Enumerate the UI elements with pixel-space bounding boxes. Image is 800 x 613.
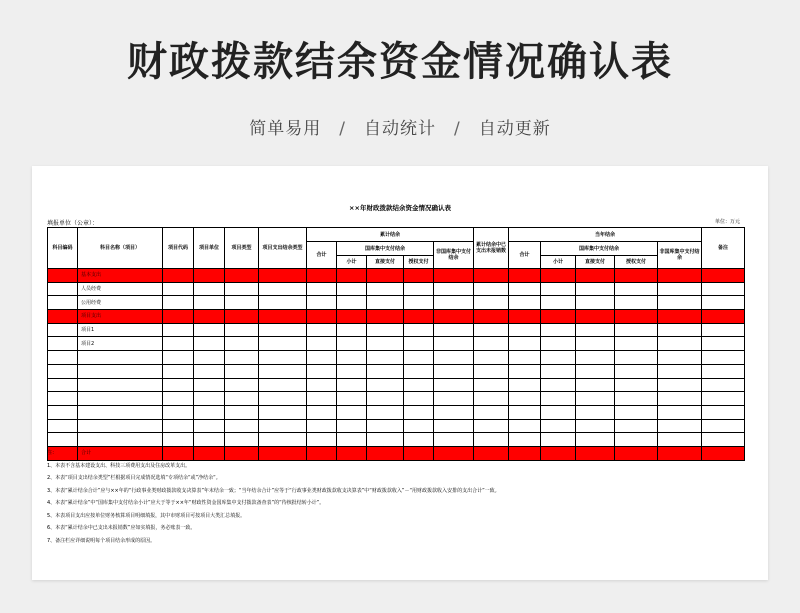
table-cell[interactable]	[434, 405, 474, 419]
table-cell[interactable]	[225, 310, 259, 324]
table-cell[interactable]	[259, 351, 307, 365]
col-cum-non-treasury: 非国库集中支付结余	[434, 242, 474, 269]
table-cell[interactable]	[259, 296, 307, 310]
table-cell[interactable]	[541, 405, 576, 419]
table-cell[interactable]	[48, 323, 78, 337]
col-cumulative-unreported: 累计结余中已支出未报销数	[474, 228, 509, 269]
table-cell[interactable]	[434, 269, 474, 283]
table-cell[interactable]	[434, 419, 474, 433]
table-cell[interactable]	[194, 269, 225, 283]
table-cell[interactable]	[576, 310, 615, 324]
col-project-type: 项目类型	[225, 228, 259, 269]
col-project-code: 项目代码	[163, 228, 194, 269]
note-line: 1、本表不含基本建设支出、科技三项费用支出及住房改革支出。	[47, 462, 191, 469]
table-cell[interactable]	[509, 337, 541, 351]
table-cell[interactable]	[658, 433, 702, 447]
note-line: 7、备注栏应详细说明每个项目结余形成的原因。	[47, 537, 156, 544]
table-cell[interactable]	[474, 323, 509, 337]
table-cell[interactable]	[474, 269, 509, 283]
table-cell[interactable]	[509, 323, 541, 337]
table-cell[interactable]	[367, 337, 404, 351]
table-cell[interactable]	[541, 310, 576, 324]
table-cell[interactable]	[225, 378, 259, 392]
table-cell[interactable]	[194, 392, 225, 406]
table-cell[interactable]	[474, 310, 509, 324]
table-cell[interactable]	[48, 405, 78, 419]
table-cell[interactable]	[434, 310, 474, 324]
table-cell[interactable]	[307, 296, 337, 310]
table-row	[48, 378, 745, 392]
col-cum-authorized: 授权支付	[404, 256, 434, 269]
table-cell[interactable]	[48, 269, 78, 283]
table-cell[interactable]	[194, 433, 225, 447]
table-cell[interactable]	[702, 419, 745, 433]
row-name-cell[interactable]	[78, 433, 163, 447]
table-cell[interactable]	[404, 323, 434, 337]
table-cell[interactable]	[702, 433, 745, 447]
table-cell[interactable]	[163, 378, 194, 392]
table-cell[interactable]	[474, 337, 509, 351]
subtitle-item-update: 自动更新	[478, 119, 551, 139]
subtitle-item-easy: 简单易用	[249, 119, 322, 139]
table-cell[interactable]	[225, 269, 259, 283]
table-cell[interactable]	[702, 296, 745, 310]
row-name-cell[interactable]	[78, 392, 163, 406]
table-row	[48, 392, 745, 406]
table-cell[interactable]	[509, 378, 541, 392]
table-cell[interactable]	[225, 296, 259, 310]
table-cell[interactable]	[615, 323, 658, 337]
table-cell[interactable]	[434, 282, 474, 296]
table-cell[interactable]	[541, 392, 576, 406]
table-cell[interactable]	[163, 419, 194, 433]
table-cell[interactable]	[48, 378, 78, 392]
table-cell[interactable]	[48, 296, 78, 310]
page-title: 财政拨款结余资金情况确认表	[127, 39, 673, 85]
table-cell[interactable]	[307, 392, 337, 406]
table-cell[interactable]	[658, 378, 702, 392]
table-cell[interactable]	[337, 296, 367, 310]
table-cell[interactable]	[615, 337, 658, 351]
table-cell[interactable]	[576, 282, 615, 296]
table-cell[interactable]	[434, 392, 474, 406]
table-cell[interactable]	[509, 296, 541, 310]
table-cell[interactable]	[702, 405, 745, 419]
table-cell[interactable]	[307, 310, 337, 324]
table-cell[interactable]	[576, 323, 615, 337]
table-row	[48, 351, 745, 365]
table-cell[interactable]	[307, 269, 337, 283]
table-cell[interactable]	[615, 378, 658, 392]
col-cum-direct: 直接支付	[367, 256, 404, 269]
table-cell[interactable]	[509, 269, 541, 283]
table-cell[interactable]	[509, 392, 541, 406]
table-row	[48, 433, 745, 447]
table-cell[interactable]	[615, 405, 658, 419]
table-cell[interactable]	[576, 351, 615, 365]
table-cell[interactable]	[474, 296, 509, 310]
table-cell[interactable]	[225, 419, 259, 433]
table-cell[interactable]	[474, 392, 509, 406]
row-name-cell[interactable]: 项目2	[78, 337, 163, 351]
col-subject-name: 科目名称（项目）	[78, 228, 163, 269]
table-cell[interactable]	[367, 351, 404, 365]
table-cell[interactable]	[541, 296, 576, 310]
table-cell[interactable]	[615, 433, 658, 447]
subtitle-item-stats: 自动统计	[364, 119, 436, 139]
table-cell[interactable]	[541, 337, 576, 351]
table-cell[interactable]	[259, 378, 307, 392]
table-cell[interactable]	[48, 419, 78, 433]
table-row	[48, 337, 745, 351]
table-cell[interactable]	[702, 323, 745, 337]
table-cell[interactable]	[225, 433, 259, 447]
table-cell[interactable]	[259, 282, 307, 296]
row-name-cell[interactable]: 公用经费	[78, 296, 163, 310]
row-name-cell[interactable]: 人员经费	[78, 282, 163, 296]
row-name-cell[interactable]	[78, 364, 163, 378]
table-cell[interactable]	[194, 405, 225, 419]
row-name-cell[interactable]: 项目支出	[78, 310, 163, 324]
table-cell[interactable]	[404, 351, 434, 365]
table-cell[interactable]	[576, 378, 615, 392]
col-cum-treasury: 国库集中支付结余	[337, 242, 434, 256]
table-cell[interactable]	[163, 310, 194, 324]
table-cell[interactable]	[163, 351, 194, 365]
table-cell[interactable]	[509, 364, 541, 378]
table-cell[interactable]	[434, 378, 474, 392]
table-cell[interactable]	[194, 282, 225, 296]
table-cell[interactable]	[337, 269, 367, 283]
note-line: 3、本表“累计结余合计”应与××年的“行政事业类财政拨款收支决算表”年末结余一致；“当年结余合计”应等于“行政事业类财政拨款收支决算表”中“财政拨款收入”－“用财政拨款收入安排的支出合计”一致。	[47, 487, 500, 494]
table-cell[interactable]	[404, 337, 434, 351]
table-body	[48, 269, 745, 461]
table-cell[interactable]	[541, 282, 576, 296]
col-remark: 备注	[702, 228, 745, 269]
table-cell[interactable]	[259, 405, 307, 419]
table-cell[interactable]	[337, 378, 367, 392]
table-cell[interactable]	[658, 310, 702, 324]
table-cell[interactable]	[576, 269, 615, 283]
table-cell[interactable]	[702, 351, 745, 365]
row-name-cell[interactable]: 项目1	[78, 323, 163, 337]
table-cell[interactable]	[367, 296, 404, 310]
table-cell[interactable]	[615, 392, 658, 406]
col-subject-code: 科目编码	[48, 228, 78, 269]
row-name-cell[interactable]	[78, 405, 163, 419]
table-cell[interactable]	[367, 323, 404, 337]
table-cell[interactable]	[404, 433, 434, 447]
table-cell[interactable]	[337, 405, 367, 419]
table-cell[interactable]	[658, 392, 702, 406]
table-cell[interactable]	[404, 405, 434, 419]
note-line: 5、本表项目支出应按单位财务核算项目明细填报，其中市财项目可按项目大类汇总填报。	[47, 512, 246, 519]
table-cell[interactable]	[194, 378, 225, 392]
notes-section	[47, 447, 747, 547]
table-cell[interactable]	[404, 364, 434, 378]
table-cell[interactable]	[702, 364, 745, 378]
fill-unit-label: 填报单位（公章）：	[47, 220, 99, 227]
table-cell[interactable]	[702, 269, 745, 283]
table-cell[interactable]	[404, 419, 434, 433]
table-cell[interactable]	[367, 364, 404, 378]
table-cell[interactable]	[48, 310, 78, 324]
table-cell[interactable]	[307, 419, 337, 433]
col-cur-subtotal: 小计	[541, 256, 576, 269]
note-line: 4、本表“累计结余”中“国库集中支付结余小计”应大于等于××年“财政性资金国库集中支付拨款备查表”的“待核批结转小计”。	[47, 500, 325, 506]
table-cell[interactable]	[404, 282, 434, 296]
table-cell[interactable]	[615, 296, 658, 310]
table-cell[interactable]	[509, 433, 541, 447]
table-cell[interactable]	[474, 378, 509, 392]
table-cell[interactable]	[225, 405, 259, 419]
table-cell[interactable]	[658, 364, 702, 378]
table-row	[48, 364, 745, 378]
table-cell[interactable]	[367, 419, 404, 433]
table-cell[interactable]	[307, 282, 337, 296]
col-cur-direct: 直接支付	[576, 256, 615, 269]
table-cell[interactable]	[48, 282, 78, 296]
table-cell[interactable]	[541, 433, 576, 447]
table-cell[interactable]	[225, 337, 259, 351]
table-cell[interactable]	[702, 310, 745, 324]
table-cell[interactable]	[576, 337, 615, 351]
table-cell[interactable]	[367, 405, 404, 419]
table-cell[interactable]	[48, 337, 78, 351]
table-cell[interactable]	[367, 433, 404, 447]
table-cell[interactable]	[702, 337, 745, 351]
table-cell[interactable]	[48, 392, 78, 406]
table-cell[interactable]	[576, 433, 615, 447]
table-cell[interactable]	[194, 323, 225, 337]
table-cell[interactable]	[658, 351, 702, 365]
table-cell[interactable]	[225, 351, 259, 365]
table-cell[interactable]	[434, 433, 474, 447]
table-cell[interactable]	[337, 323, 367, 337]
table-cell[interactable]	[194, 351, 225, 365]
table-cell[interactable]	[337, 392, 367, 406]
table-cell[interactable]	[615, 351, 658, 365]
table-cell[interactable]	[337, 364, 367, 378]
table-cell[interactable]	[658, 337, 702, 351]
table-cell[interactable]	[658, 282, 702, 296]
table-cell[interactable]	[702, 392, 745, 406]
table-cell[interactable]	[702, 282, 745, 296]
table-cell[interactable]	[434, 337, 474, 351]
table-row	[48, 323, 745, 337]
table-cell[interactable]	[404, 378, 434, 392]
table-cell[interactable]	[367, 392, 404, 406]
table-cell[interactable]	[474, 364, 509, 378]
table-cell[interactable]	[404, 392, 434, 406]
row-name-cell[interactable]: 合计	[78, 446, 163, 460]
subtitle-separator: /	[339, 119, 346, 139]
table-cell[interactable]	[404, 296, 434, 310]
table-cell[interactable]	[615, 310, 658, 324]
col-group-cumulative: 累计结余	[307, 228, 474, 242]
col-cur-treasury: 国库集中支付结余	[541, 242, 658, 256]
table-cell[interactable]	[307, 337, 337, 351]
table-cell[interactable]	[259, 364, 307, 378]
table-cell[interactable]	[658, 405, 702, 419]
table-cell[interactable]	[541, 351, 576, 365]
note-line: 注：	[47, 450, 58, 456]
col-cum-subtotal: 小计	[337, 256, 367, 269]
table-row	[48, 405, 745, 419]
table-cell[interactable]	[163, 323, 194, 337]
table-cell[interactable]	[337, 433, 367, 447]
table-cell[interactable]	[367, 378, 404, 392]
table-row	[48, 419, 745, 433]
table-cell[interactable]	[541, 378, 576, 392]
table-cell[interactable]	[259, 433, 307, 447]
table-cell[interactable]	[367, 269, 404, 283]
table-cell[interactable]	[474, 433, 509, 447]
table-cell[interactable]	[541, 269, 576, 283]
spreadsheet-preview	[32, 166, 768, 580]
note-line: 6、本表“累计结余中已支出未报销数”应如实填报，务必账表一致。	[47, 525, 196, 531]
table-cell[interactable]	[367, 282, 404, 296]
table-cell[interactable]	[658, 269, 702, 283]
table-cell[interactable]	[658, 296, 702, 310]
table-cell[interactable]	[576, 419, 615, 433]
table-cell[interactable]	[474, 419, 509, 433]
table-cell[interactable]	[163, 364, 194, 378]
table-cell[interactable]	[163, 282, 194, 296]
table-cell[interactable]	[474, 351, 509, 365]
table-cell[interactable]	[225, 282, 259, 296]
table-cell[interactable]	[225, 364, 259, 378]
subtitle	[0, 114, 800, 139]
table-cell[interactable]	[541, 323, 576, 337]
table-cell[interactable]	[576, 405, 615, 419]
table-cell[interactable]	[541, 419, 576, 433]
table-cell[interactable]	[474, 282, 509, 296]
table-cell[interactable]	[658, 419, 702, 433]
table-cell[interactable]	[48, 364, 78, 378]
table-cell[interactable]	[307, 364, 337, 378]
subtitle-separator: /	[454, 119, 461, 139]
table-cell[interactable]	[509, 351, 541, 365]
table-cell[interactable]	[194, 296, 225, 310]
table-cell[interactable]	[337, 337, 367, 351]
table-cell[interactable]	[541, 364, 576, 378]
table-cell[interactable]	[163, 433, 194, 447]
table-cell[interactable]	[367, 310, 404, 324]
table-cell[interactable]	[225, 392, 259, 406]
table-cell[interactable]	[615, 419, 658, 433]
table-cell[interactable]	[615, 282, 658, 296]
table-cell[interactable]	[307, 351, 337, 365]
col-cum-total: 合计	[307, 242, 337, 269]
table-cell[interactable]	[48, 433, 78, 447]
col-cur-non-treasury: 非国库集中支付结余	[658, 242, 702, 269]
table-cell[interactable]	[48, 351, 78, 365]
table-cell[interactable]	[702, 378, 745, 392]
table-cell[interactable]	[163, 337, 194, 351]
balance-table	[47, 227, 745, 461]
sheet-title: ××年财政拨款结余资金情况确认表	[349, 204, 451, 212]
table-cell[interactable]	[163, 269, 194, 283]
table-cell[interactable]	[615, 364, 658, 378]
table-cell[interactable]	[404, 310, 434, 324]
table-cell[interactable]	[337, 282, 367, 296]
table-cell[interactable]	[404, 269, 434, 283]
note-line: 2、本表“项目支出结余类型”栏根据项目完成情况选填“专项结余“或”净结余“。	[47, 475, 221, 481]
table-cell[interactable]	[434, 296, 474, 310]
row-name-cell[interactable]	[78, 419, 163, 433]
money-unit-label: 单位：万元	[714, 219, 740, 225]
table-cell[interactable]	[225, 323, 259, 337]
table-cell[interactable]	[259, 337, 307, 351]
table-cell[interactable]	[337, 419, 367, 433]
row-name-cell[interactable]: 基本支出	[78, 269, 163, 283]
table-cell[interactable]	[576, 364, 615, 378]
table-cell[interactable]	[658, 323, 702, 337]
table-cell[interactable]	[194, 419, 225, 433]
table-cell[interactable]	[194, 310, 225, 324]
col-cur-total: 合计	[509, 242, 541, 269]
table-row	[48, 310, 745, 324]
table-cell[interactable]	[434, 323, 474, 337]
table-cell[interactable]	[163, 405, 194, 419]
table-cell[interactable]	[307, 433, 337, 447]
table-cell[interactable]	[337, 310, 367, 324]
table-row	[48, 269, 745, 283]
table-cell[interactable]	[259, 323, 307, 337]
table-cell[interactable]	[474, 405, 509, 419]
table-cell[interactable]	[509, 282, 541, 296]
table-cell[interactable]	[307, 378, 337, 392]
table-cell[interactable]	[576, 392, 615, 406]
col-project-unit: 项目单位	[194, 228, 225, 269]
table-row	[48, 282, 745, 296]
table-cell[interactable]	[259, 269, 307, 283]
table-row	[48, 296, 745, 310]
table-cell[interactable]	[307, 405, 337, 419]
table-cell[interactable]	[163, 296, 194, 310]
row-name-cell[interactable]	[78, 351, 163, 365]
table-cell[interactable]	[259, 419, 307, 433]
table-cell[interactable]	[509, 405, 541, 419]
table-cell[interactable]	[259, 310, 307, 324]
table-cell[interactable]	[337, 351, 367, 365]
table-cell[interactable]	[307, 323, 337, 337]
table-cell[interactable]	[615, 269, 658, 283]
table-cell[interactable]	[259, 392, 307, 406]
table-cell[interactable]	[576, 296, 615, 310]
table-cell[interactable]	[194, 337, 225, 351]
col-cur-authorized: 授权支付	[615, 256, 658, 269]
col-group-current-year: 当年结余	[509, 228, 702, 242]
table-cell[interactable]	[509, 419, 541, 433]
table-cell[interactable]	[163, 392, 194, 406]
table-cell[interactable]	[434, 351, 474, 365]
table-cell[interactable]	[509, 310, 541, 324]
table-cell[interactable]	[434, 364, 474, 378]
row-name-cell[interactable]	[78, 378, 163, 392]
table-cell[interactable]	[194, 364, 225, 378]
col-balance-type: 项目支出结余类型	[259, 228, 307, 269]
